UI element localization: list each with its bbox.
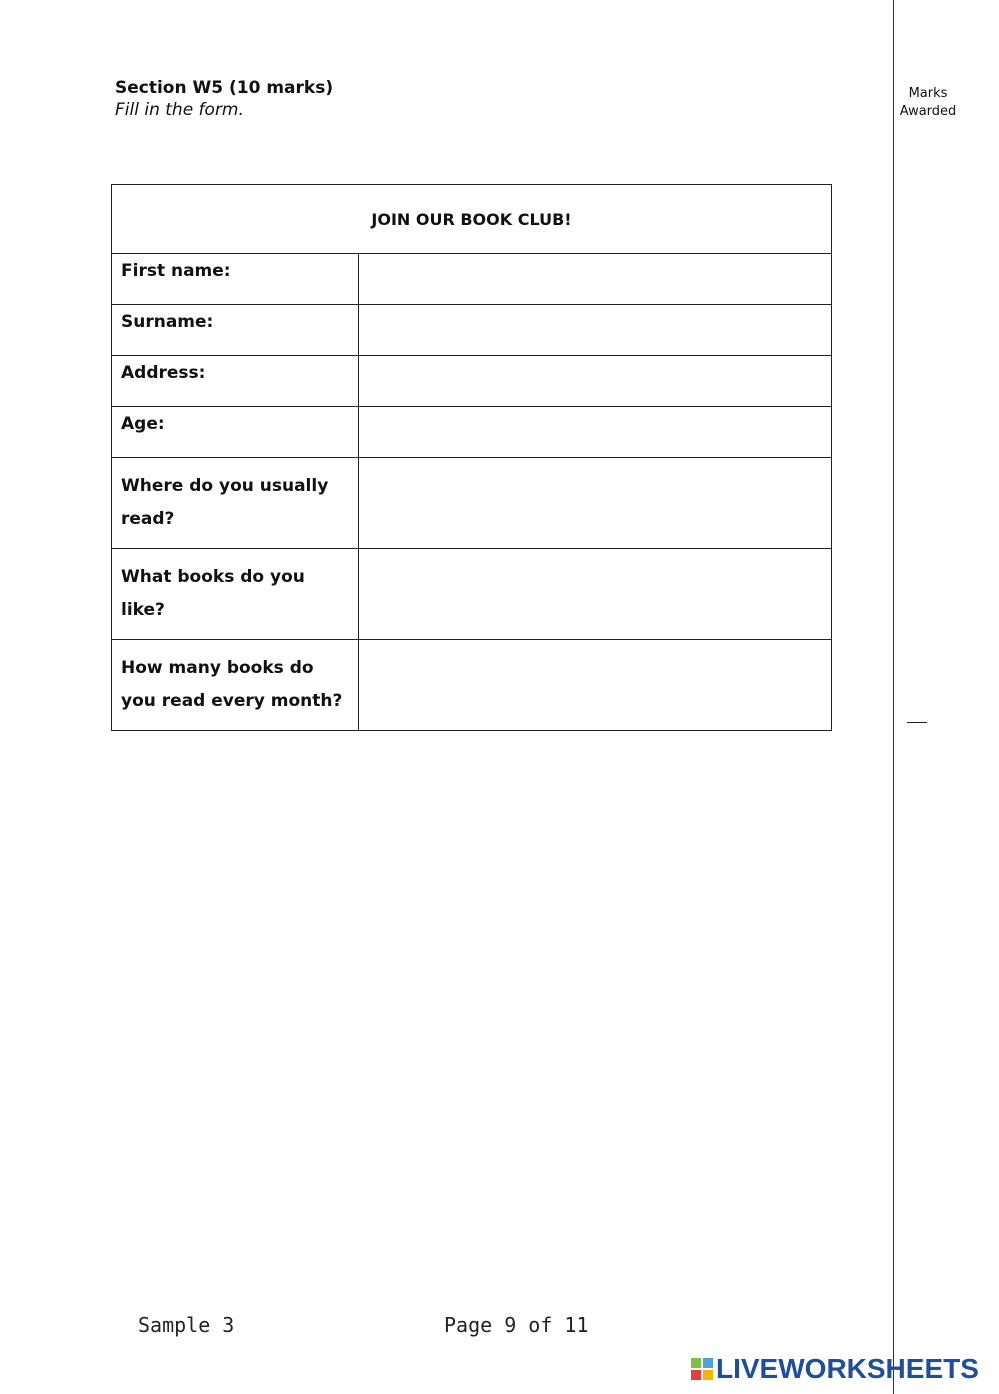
section-title: Section W5 (10 marks)	[115, 78, 334, 98]
book-club-form	[111, 184, 832, 731]
first-name-field[interactable]	[359, 254, 832, 305]
address-field[interactable]	[359, 356, 832, 407]
liveworksheets-wordmark: LIVEWORKSHEETS	[716, 1353, 979, 1384]
field-label-surname: Surname:	[112, 305, 359, 356]
marks-tick-line	[907, 722, 927, 723]
logo-square-red	[690, 1369, 702, 1381]
field-label-address: Address:	[112, 356, 359, 407]
age-field[interactable]	[359, 407, 832, 458]
section-header	[115, 77, 333, 121]
form-title: JOIN OUR BOOK CLUB!	[112, 185, 832, 254]
books-liked-field[interactable]	[359, 549, 832, 640]
logo-square-yellow	[702, 1369, 714, 1381]
reading-place-field[interactable]	[359, 458, 832, 549]
books-per-month-field[interactable]	[359, 640, 832, 731]
field-label-first-name: First name:	[112, 254, 359, 305]
liveworksheets-logo-icon	[690, 1357, 714, 1381]
section-instruction: Fill in the form.	[115, 100, 244, 120]
field-label-reading-place: Where do you usually read?	[112, 458, 359, 549]
field-label-books-liked: What books do you like?	[112, 549, 359, 640]
marks-margin-line	[893, 0, 894, 1394]
footer-page-number: Page 9 of 11	[444, 1313, 589, 1337]
marks-awarded-label: Marks Awarded	[899, 86, 957, 119]
field-label-books-per-month: How many books do you read every month?	[112, 640, 359, 731]
footer-sample: Sample 3	[138, 1313, 235, 1337]
liveworksheets-brand[interactable]	[690, 1355, 979, 1383]
logo-square-green	[690, 1357, 702, 1369]
field-label-age: Age:	[112, 407, 359, 458]
surname-field[interactable]	[359, 305, 832, 356]
logo-square-blue	[702, 1357, 714, 1369]
